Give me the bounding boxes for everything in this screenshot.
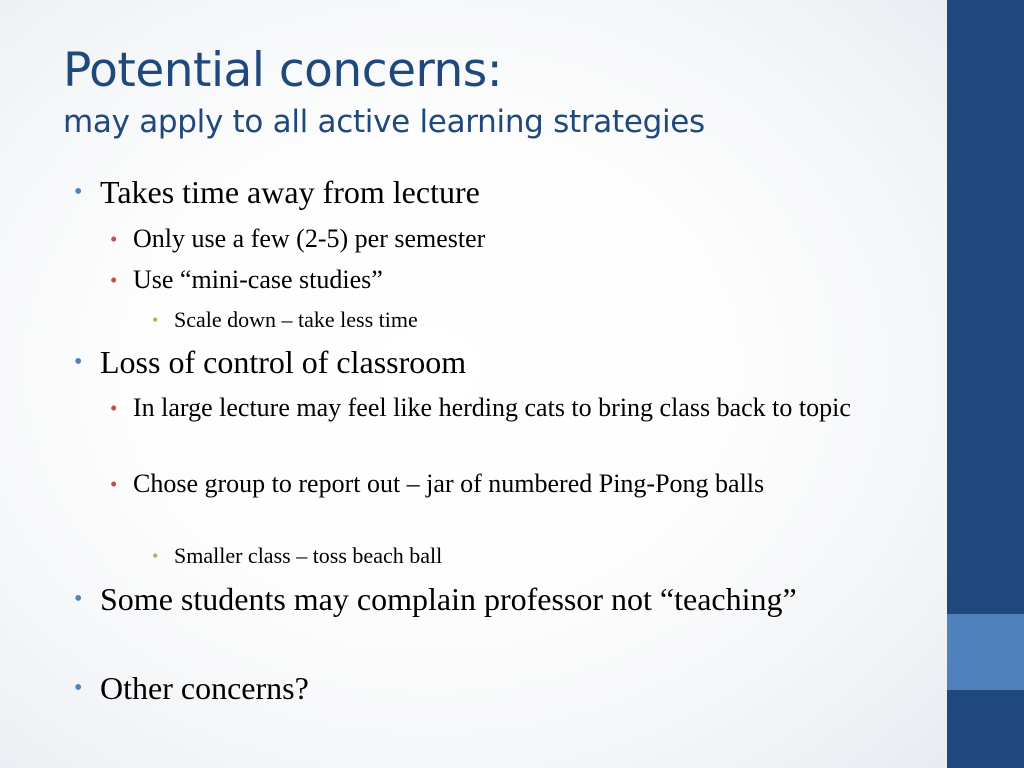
slide-title: Potential concerns: xyxy=(63,43,503,98)
bullet-text: Chose group to report out – jar of numbered Ping-Pong balls xyxy=(133,469,765,498)
bullet-text: Use “mini-case studies” xyxy=(133,265,383,294)
sub-bullet-item xyxy=(110,263,913,297)
bullet-item xyxy=(74,581,890,618)
bullet-text: Only use a few (2-5) per semester xyxy=(133,224,486,253)
bullet-item xyxy=(74,670,890,707)
bullet-icon: • xyxy=(110,396,118,420)
bullet-icon: • xyxy=(74,586,83,612)
bullet-text: Some students may complain professor not “teaching” xyxy=(100,581,797,617)
bullet-text: In large lecture may feel like herding cats to bring class back to topic xyxy=(133,393,851,422)
bullet-icon: • xyxy=(152,546,159,566)
bullet-icon: • xyxy=(110,268,118,292)
bullet-text: Scale down – take less time xyxy=(174,307,418,332)
sub-sub-bullet-item xyxy=(152,305,874,335)
bullet-icon: • xyxy=(74,179,83,205)
bullet-icon: • xyxy=(74,349,83,375)
bullet-icon: • xyxy=(110,227,118,251)
sidebar-accent-block xyxy=(947,614,1024,690)
sidebar-decoration xyxy=(947,0,1024,768)
bullet-icon: • xyxy=(110,472,118,496)
sub-sub-bullet-item xyxy=(152,541,874,571)
bullet-icon: • xyxy=(74,675,83,701)
sub-bullet-item xyxy=(110,222,913,256)
bullet-item xyxy=(74,174,890,211)
slide-subtitle: may apply to all active learning strategies xyxy=(63,104,705,140)
sub-bullet-item xyxy=(110,391,913,425)
bullet-text: Other concerns? xyxy=(100,670,309,706)
bullet-item xyxy=(74,344,890,381)
bullet-text: Takes time away from lecture xyxy=(100,174,480,210)
bullet-text: Loss of control of classroom xyxy=(100,344,467,380)
sub-bullet-item xyxy=(110,467,913,501)
bullet-icon: • xyxy=(152,310,159,330)
bullet-text: Smaller class – toss beach ball xyxy=(174,543,443,568)
